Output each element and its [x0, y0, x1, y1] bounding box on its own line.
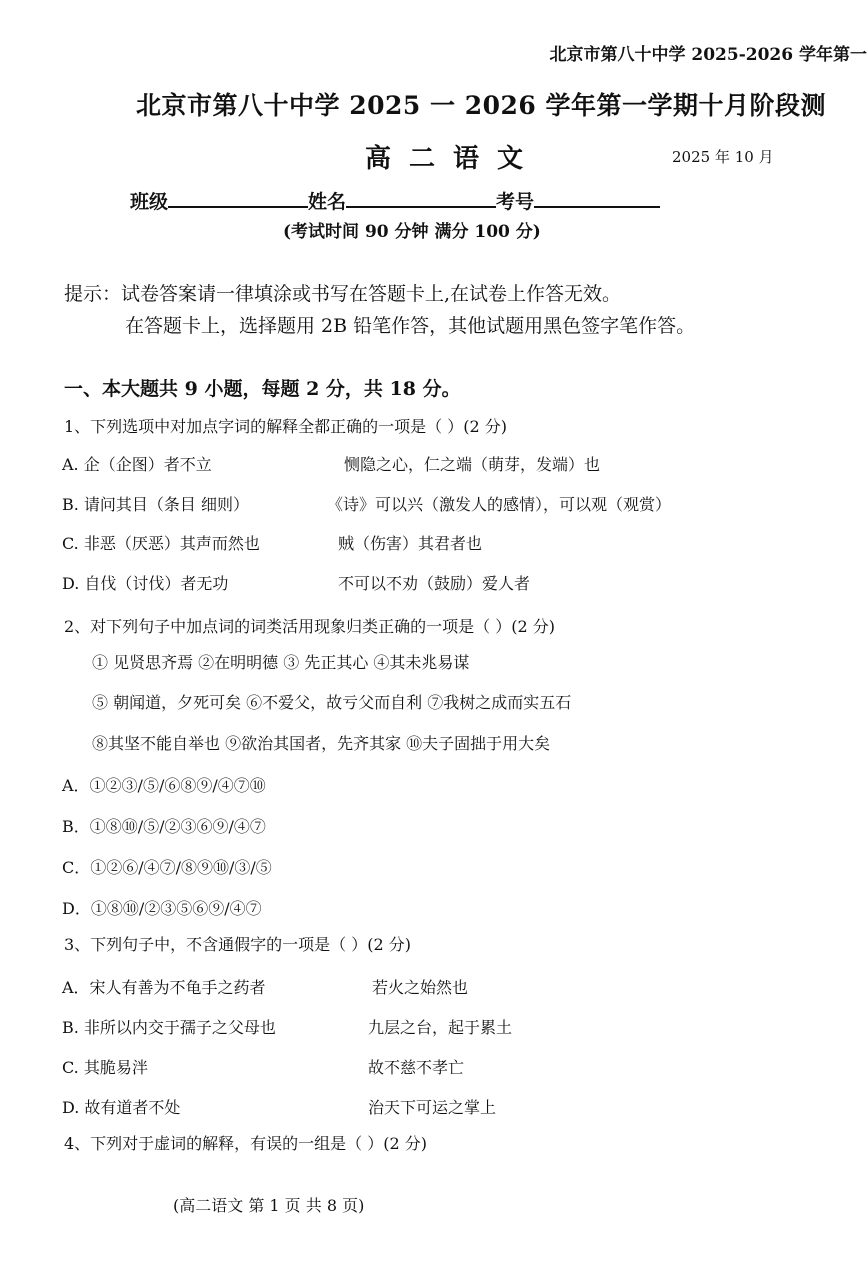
q3-option-a-right: 若火之始然也: [372, 978, 469, 997]
q2-items-line-1: ① 见贤思齐焉 ②在明明德 ③ 先正其心 ④其未兆易谋: [92, 653, 470, 672]
q3-option-d-right: 治天下可运之掌上: [368, 1098, 497, 1117]
q1-option-c-left: C. 非恶（厌恶）其声而然也: [62, 534, 260, 553]
exam-date: 2025 年 10 月: [672, 148, 774, 166]
running-header: 北京市第八十中学 2025-2026 学年第一: [549, 45, 867, 65]
id-label: 考号: [496, 191, 535, 213]
q2-stem: 2、对下列句子中加点词的词类活用现象归类正确的一项是（ ）(2 分): [64, 617, 556, 636]
name-blank[interactable]: [346, 186, 496, 208]
q2-option-b: B．①⑧⑩/⑤/②③⑥⑨/④⑦: [62, 817, 266, 836]
q1-stem: 1、下列选项中对加点字词的解释全都正确的一项是（ ）(2 分): [64, 417, 508, 436]
q2-option-c: C．①②⑥/④⑦/⑧⑨⑩/③/⑤: [62, 858, 272, 877]
q1-option-b-right: 《诗》可以兴（激发人的感情），可以观（观赏）: [327, 495, 672, 514]
id-blank[interactable]: [534, 186, 660, 208]
q2-items-line-2: ⑤ 朝闻道，夕死可矣 ⑥不爱父，故亏父而自利 ⑦我树之成而实五石: [92, 693, 572, 712]
subject-title: 高二语文: [365, 144, 542, 174]
section-heading: 一、本大题共 9 小题，每题 2 分，共 18 分。: [64, 378, 461, 400]
exam-duration: (考试时间 90 分钟 满分 100 分): [283, 222, 541, 242]
q3-stem: 3、下列句子中，不含通假字的一项是（ ）(2 分): [64, 935, 412, 954]
q2-items-line-3: ⑧其坚不能自举也 ⑨欲治其国者，先齐其家 ⑩夫子固拙于用大矣: [92, 734, 551, 753]
name-label: 姓名: [308, 191, 347, 213]
q2-option-d: D．①⑧⑩/②③⑤⑥⑨/④⑦: [62, 899, 262, 918]
class-blank[interactable]: [168, 186, 308, 208]
q3-option-c-right: 故不慈不孝亡: [368, 1058, 465, 1077]
q1-option-b-left: B. 请问其目（条目 细则）: [62, 495, 250, 514]
q3-option-b-right: 九层之台，起于累土: [368, 1018, 513, 1037]
tip-line-2: 在答题卡上，选择题用 2B 铅笔作答，其他试题用黑色签字笔作答。: [125, 315, 696, 337]
q3-option-b-left: B. 非所以内交于孺子之父母也: [62, 1018, 276, 1037]
q3-option-c-left: C. 其脆易泮: [62, 1058, 148, 1077]
q3-option-d-left: D. 故有道者不处: [62, 1098, 181, 1117]
q4-stem: 4、下列对于虚词的解释，有误的一组是（ ）(2 分): [64, 1134, 428, 1153]
q1-option-d-right: 不可以不劝（鼓励）爱人者: [338, 574, 531, 593]
student-info-row: [130, 186, 660, 214]
q1-option-c-right: 贼（伤害）其君者也: [338, 534, 483, 553]
q3-option-a-left: A．宋人有善为不龟手之药者: [62, 978, 266, 997]
q1-option-d-left: D. 自伐（讨伐）者无功: [62, 574, 229, 593]
q1-option-a-left: A. 企（企图）者不立: [62, 455, 212, 474]
page-footer: (高二语文 第 1 页 共 8 页): [173, 1196, 365, 1215]
tip-line-1: 提示：试卷答案请一律填涂或书写在答题卡上,在试卷上作答无效。: [64, 283, 622, 305]
exam-title: 北京市第八十中学 2025 一 2026 学年第一学期十月阶段测: [136, 91, 826, 120]
q2-option-a: A．①②③/⑤/⑥⑧⑨/④⑦⑩: [62, 776, 266, 795]
q1-option-a-right: 恻隐之心，仁之端（萌芽，发端）也: [344, 455, 601, 474]
class-label: 班级: [130, 191, 169, 213]
